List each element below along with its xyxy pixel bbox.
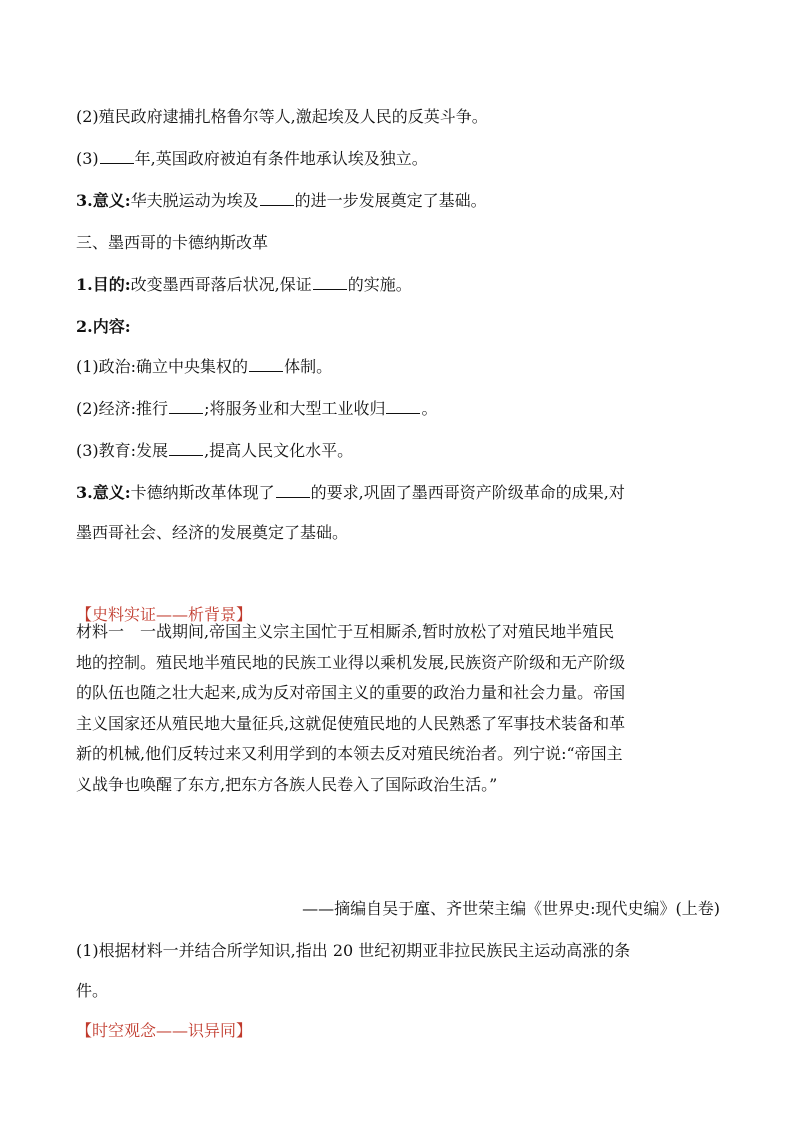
question-1-line-2: 件。 bbox=[76, 981, 109, 1000]
material-line: 义战争也唤醒了东方,把东方各族人民卷入了国际政治生活。” bbox=[76, 774, 498, 794]
material-1 bbox=[76, 617, 720, 800]
fill-blank bbox=[169, 398, 203, 414]
fill-blank bbox=[169, 440, 203, 456]
fill-blank bbox=[386, 398, 420, 414]
material-line: 主义国家还从殖民地大量征兵,这就促使殖民地的人民熟悉了军事技术装备和革 bbox=[76, 713, 626, 733]
fill-blank bbox=[276, 482, 310, 498]
material-line: 材料一 一战期间,帝国主义宗主国忙于互相厮杀,暂时放松了对殖民地半殖民 bbox=[76, 622, 615, 641]
significance-2: 3.意义:卡德纳斯改革体现了 的要求,巩固了墨西哥资产阶级革命的成果,对 bbox=[76, 483, 625, 502]
material-line: 地的控制。殖民地半殖民地的民族工业得以乘机发展,民族资产阶级和无产阶级 bbox=[76, 652, 626, 672]
content-label: 2.内容: bbox=[76, 317, 131, 336]
purpose: 1.目的:改变墨西哥落后状况,保证 的实施。 bbox=[76, 275, 412, 294]
content-1: (1)政治:确立中央集权的 体制。 bbox=[76, 357, 333, 376]
material-line: 的队伍也随之壮大起来,成为反对帝国主义的重要的政治力量和社会力量。帝国 bbox=[76, 683, 626, 702]
question-1: (1)根据材料一并结合所学知识,指出 20 世纪初期亚非拉民族民主运动高涨的条 bbox=[76, 941, 631, 960]
material-source: ——摘编自吴于廑、齐世荣主编《世界史:现代史编》(上卷) bbox=[302, 899, 720, 918]
content-2: (2)经济:推行 ;将服务业和大型工业收归 。 bbox=[76, 399, 438, 418]
significance-1: 3.意义:华夫脱运动为埃及 的进一步发展奠定了基础。 bbox=[76, 191, 487, 210]
significance-2-line-2: 墨西哥社会、经济的发展奠定了基础。 bbox=[76, 523, 349, 542]
section-3-title: 三、墨西哥的卡德纳斯改革 bbox=[76, 233, 269, 252]
timespace-heading: 【时空观念——识异同】 bbox=[76, 1021, 253, 1040]
fill-blank bbox=[260, 190, 294, 206]
item-2: (2)殖民政府逮捕扎格鲁尔等人,激起埃及人民的反英斗争。 bbox=[76, 107, 488, 126]
item-3: (3) 年,英国政府被迫有条件地承认埃及独立。 bbox=[76, 149, 428, 168]
fill-blank bbox=[100, 148, 134, 164]
fill-blank bbox=[249, 356, 283, 372]
fill-blank bbox=[313, 274, 347, 290]
material-line: 新的机械,他们反转过来又利用学到的本领去反对殖民统治者。列宁说:“帝国主 bbox=[76, 744, 623, 763]
evidence-heading: 【史料实证——析背景】 bbox=[76, 605, 253, 624]
content-3: (3)教育:发展 ,提高人民文化水平。 bbox=[76, 441, 354, 460]
